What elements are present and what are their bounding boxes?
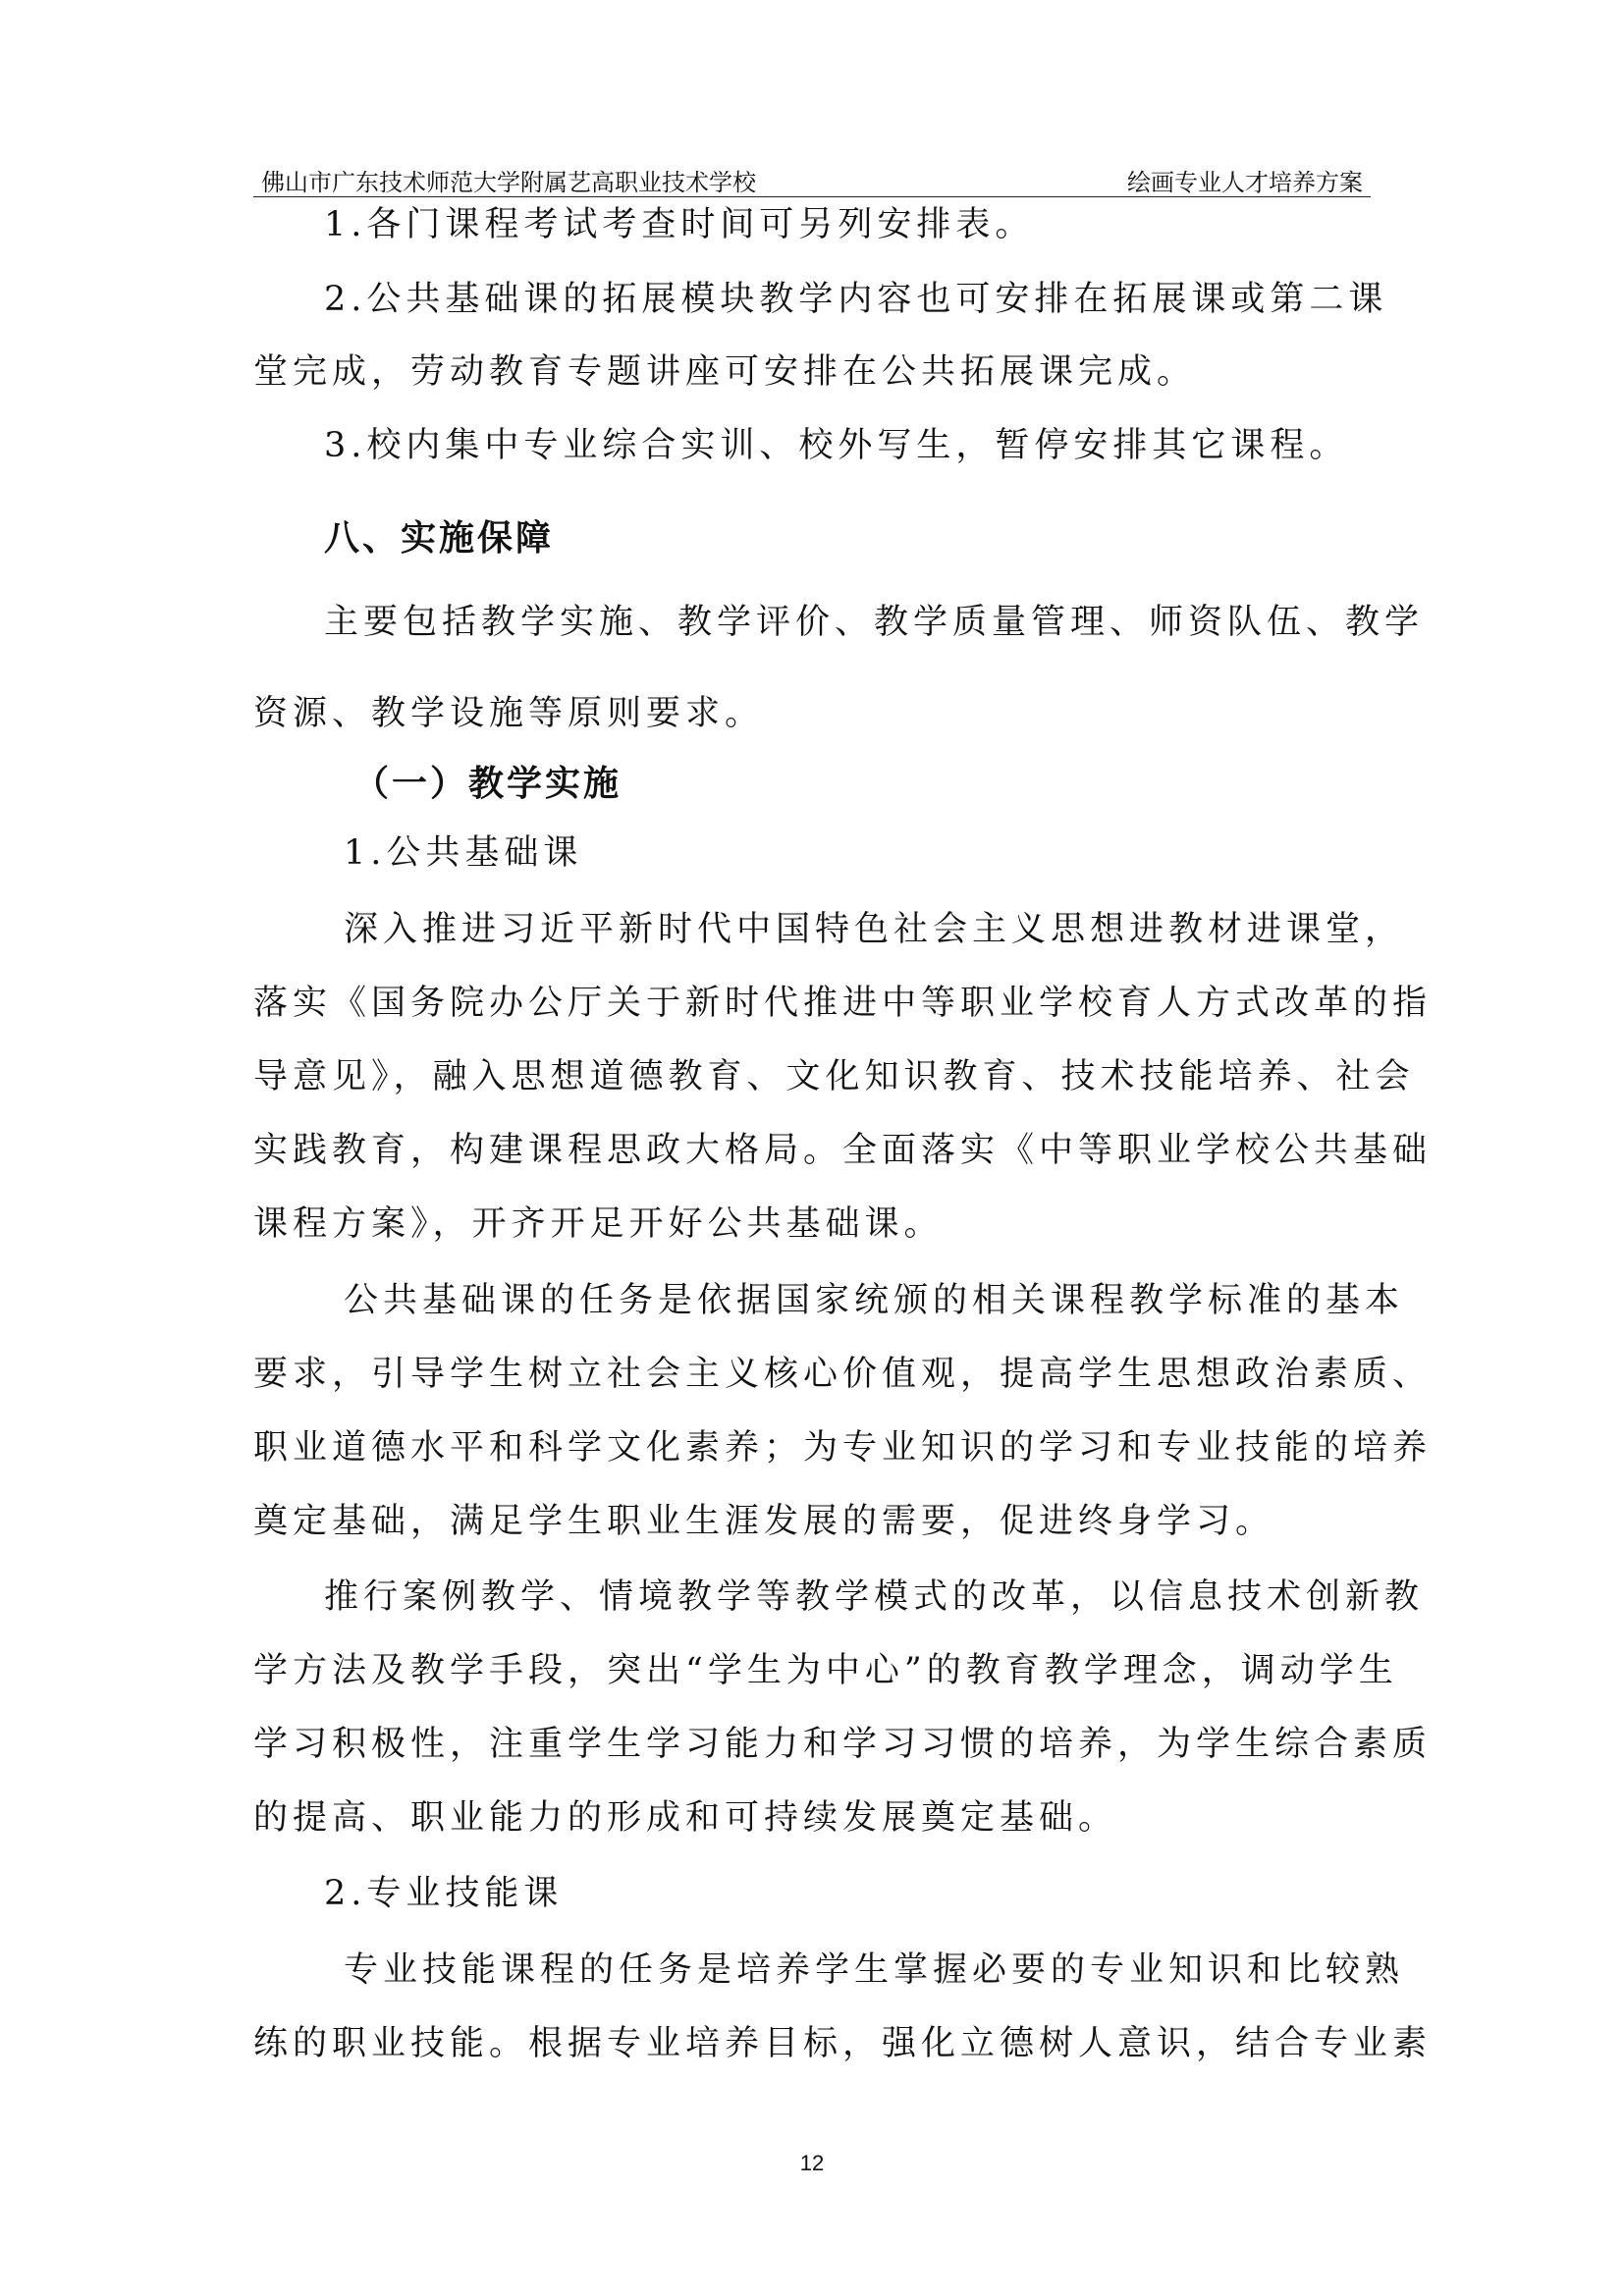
header-school-name: 佛山市广东技术师范大学附属艺高职业技术学校 [261, 169, 756, 196]
note-line-3: 3.校内集中专业综合实训、校外写生，暂停安排其它课程。 [324, 426, 1349, 465]
paragraph-line: 导意见》，融入思想道德教育、文化知识教育、技术技能培养、社会 [253, 1057, 1415, 1096]
paragraph-line: 学方法及教学手段，突出“学生为中心”的教育教学理念，调动学生 [253, 1651, 1398, 1690]
paragraph-line: 学习积极性，注重学生学习能力和学习习惯的培养，为学生综合素质 [253, 1725, 1433, 1764]
page-header [253, 157, 1371, 197]
item-heading-public-courses: 1.公共基础课 [344, 833, 583, 873]
paragraph-line: 深入推进习近平新时代中国特色社会主义思想进教材进课堂， [344, 910, 1405, 949]
header-document-title: 绘画专业人才培养方案 [1127, 169, 1363, 196]
paragraph-line: 的提高、职业能力的形成和可持续发展奠定基础。 [253, 1798, 1118, 1838]
paragraph-line: 推行案例教学、情境教学等教学模式的改革，以信息技术创新教 [324, 1577, 1425, 1617]
note-line-1: 1.各门课程考试考查时间可另列安排表。 [324, 205, 1035, 244]
item-heading-professional-courses: 2.专业技能课 [324, 1874, 564, 1913]
note-line-2: 2.公共基础课的拓展模块教学内容也可安排在拓展课或第二课 [324, 280, 1388, 319]
paragraph-line: 课程方案》，开齐开足开好公共基础课。 [253, 1204, 944, 1244]
paragraph-line: 落实《国务院办公厅关于新时代推进中等职业学校育人方式改革的指 [253, 984, 1433, 1023]
paragraph-line: 练的职业技能。根据专业培养目标，强化立德树人意识，结合专业素 [253, 2024, 1433, 2063]
paragraph-line: 要求，引导学生树立社会主义核心价值观，提高学生思想政治素质、 [253, 1355, 1433, 1394]
paragraph-line: 奠定基础，满足学生职业生涯发展的需要，促进终身学习。 [253, 1502, 1275, 1541]
paragraph-line: 职业道德水平和科学文化素养；为专业知识的学习和专业技能的培养 [253, 1428, 1433, 1468]
section-heading-implementation: 八、实施保障 [324, 517, 555, 559]
note-line-2-cont: 堂完成，劳动教育专题讲座可安排在公共拓展课完成。 [253, 352, 1197, 392]
paragraph-line: 实践教育，构建课程思政大格局。全面落实《中等职业学校公共基础 [253, 1131, 1433, 1170]
paragraph-line: 资源、教学设施等原则要求。 [253, 694, 765, 733]
subsection-heading-teaching: （一）教学实施 [353, 763, 623, 804]
paragraph-line: 公共基础课的任务是依据国家统颁的相关课程教学标准的基本 [344, 1281, 1405, 1320]
paragraph-line: 专业技能课程的任务是培养学生掌握必要的专业知识和比较熟 [344, 1950, 1405, 1990]
page-number: 12 [799, 2151, 825, 2175]
paragraph-line: 主要包括教学实施、教学评价、教学质量管理、师资队伍、教学 [324, 603, 1425, 642]
